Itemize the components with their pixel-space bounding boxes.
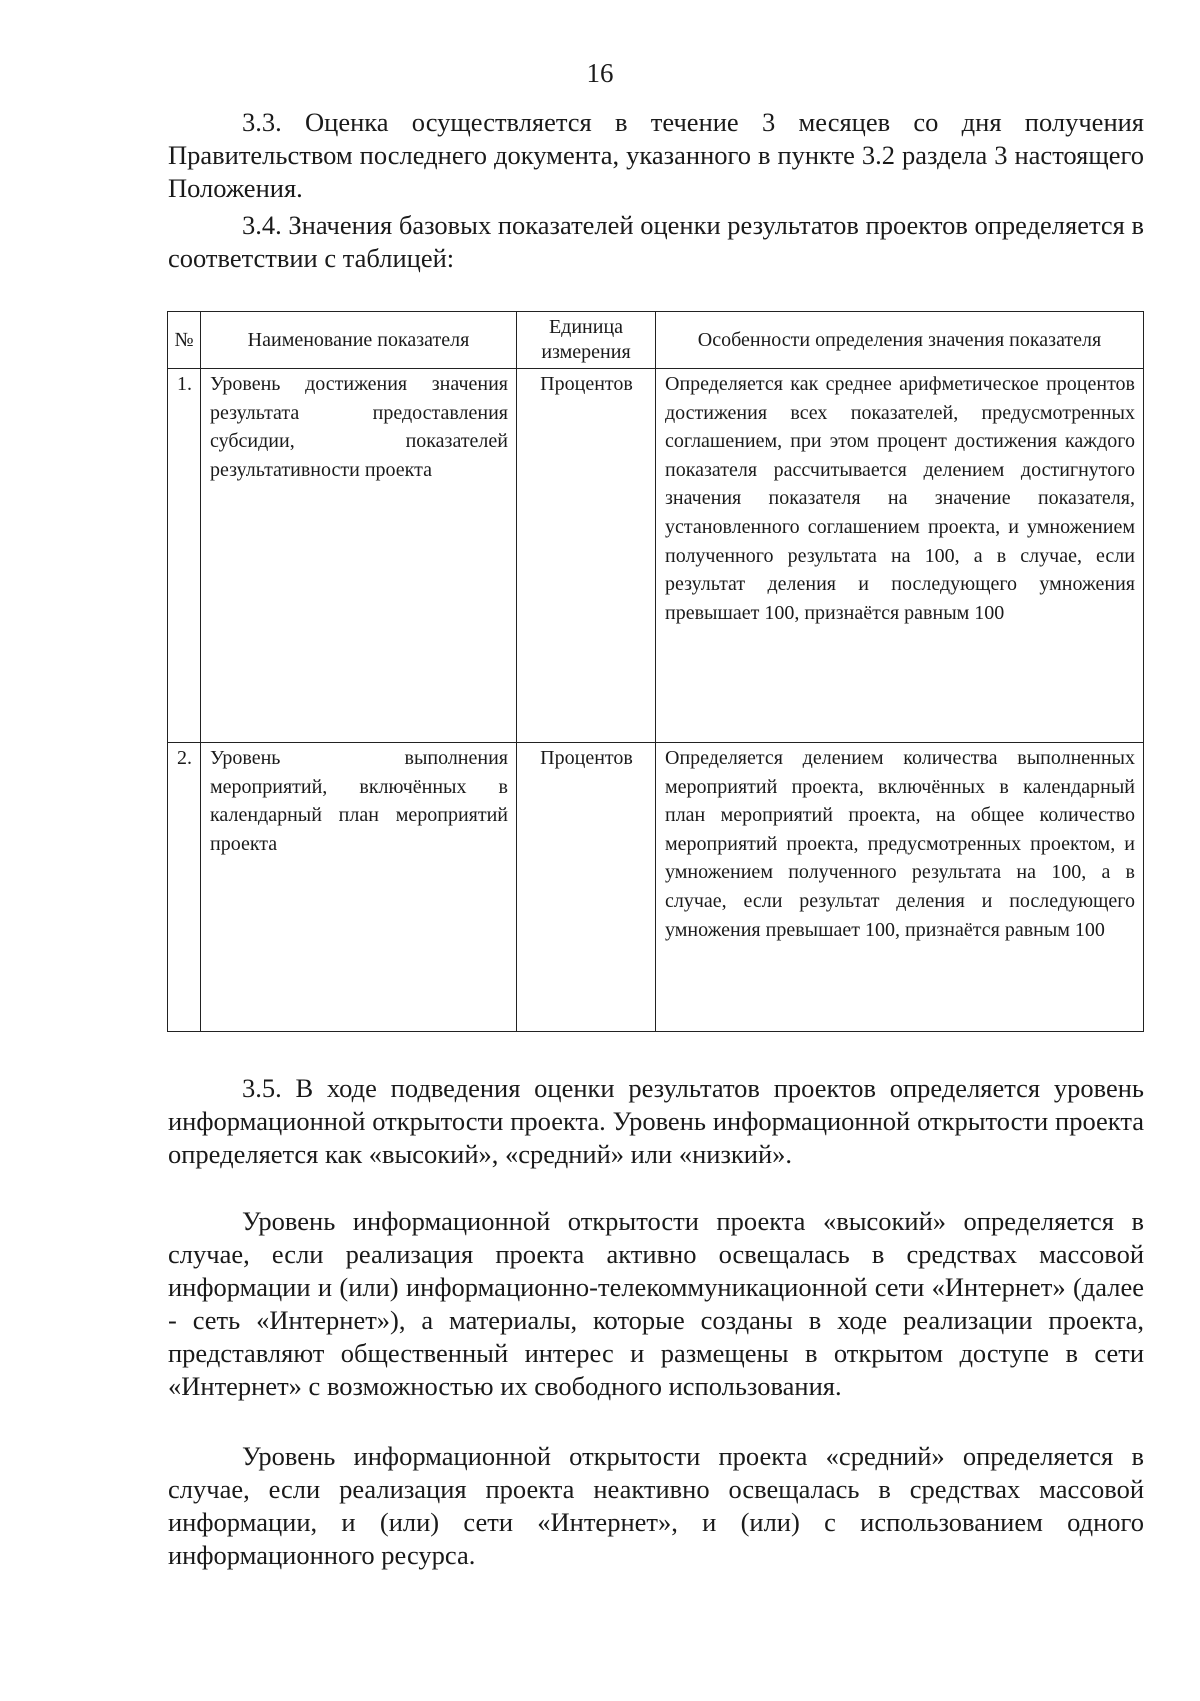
row-number: 2. — [168, 743, 201, 1032]
indicator-name: Уровень достижения значения результата предоставления субсидии, показателей результативности проекта — [201, 369, 517, 743]
indicator-name: Уровень выполнения мероприятий, включённых в календарный план мероприятий проекта — [201, 743, 517, 1032]
header-indicator-name: Наименование показателя — [201, 312, 517, 369]
indicator-features: Определяется как среднее арифметическое процентов достижения всех показателей, предусмотренных соглашением, при этом процент достижения каждого показателя рассчитывается делением достигнутого значения показателя на значение показателя, установленного соглашением проекта, и умножением полученного результата на 100, а в случае, если результат деления и последующего умножения превышает 100, признаётся равным 100 — [656, 369, 1144, 743]
paragraph-3-5: 3.5. В ходе подведения оценки результатов проектов определяется уровень информационной открытости проекта. Уровень информационной открытости проекта определяется как «высокий», «средний» или «низкий». — [168, 1073, 1144, 1169]
table-header-row — [168, 312, 1144, 369]
header-unit: Единица измерения — [517, 312, 656, 369]
header-features: Особенности определения значения показателя — [656, 312, 1144, 369]
paragraph-3-4: 3.4. Значения базовых показателей оценки результатов проектов определяется в соответствии с таблицей: — [168, 210, 1144, 273]
indicator-features: Определяется делением количества выполненных мероприятий проекта, включённых в календарный план мероприятий проекта, на общее количество мероприятий проекта, предусмотренных проектом, и умножением полученного результата на 100, а в случае, если результат деления и последующего умножения превышает 100, признаётся равным 100 — [656, 743, 1144, 1032]
header-number: № — [168, 312, 201, 369]
page-number: 16 — [586, 58, 614, 88]
paragraph-openness-medium: Уровень информационной открытости проекта «средний» определяется в случае, если реализация проекта неактивно освещалась в средствах массовой информации, и (или) сети «Интернет», и (или) с использованием одного информационного ресурса. — [168, 1441, 1144, 1570]
row-number: 1. — [168, 369, 201, 743]
table-row — [168, 369, 1144, 743]
table-row — [168, 743, 1144, 1032]
indicators-table — [167, 311, 1144, 1032]
indicator-unit: Процентов — [517, 743, 656, 1032]
paragraph-3-3: 3.3. Оценка осуществляется в течение 3 месяцев со дня получения Правительством последнего документа, указанного в пункте 3.2 раздела 3 настоящего Положения. — [168, 107, 1144, 203]
indicator-unit: Процентов — [517, 369, 656, 743]
paragraph-openness-high: Уровень информационной открытости проекта «высокий» определяется в случае, если реализация проекта активно освещалась в средствах массовой информации и (или) информационно-телекоммуникационной сети «Интернет» (далее - сеть «Интернет»), а материалы, которые созданы в ходе реализации проекта, представляют общественный интерес и размещены в открытом доступе в сети «Интернет» с возможностью их свободного использования. — [168, 1206, 1144, 1401]
